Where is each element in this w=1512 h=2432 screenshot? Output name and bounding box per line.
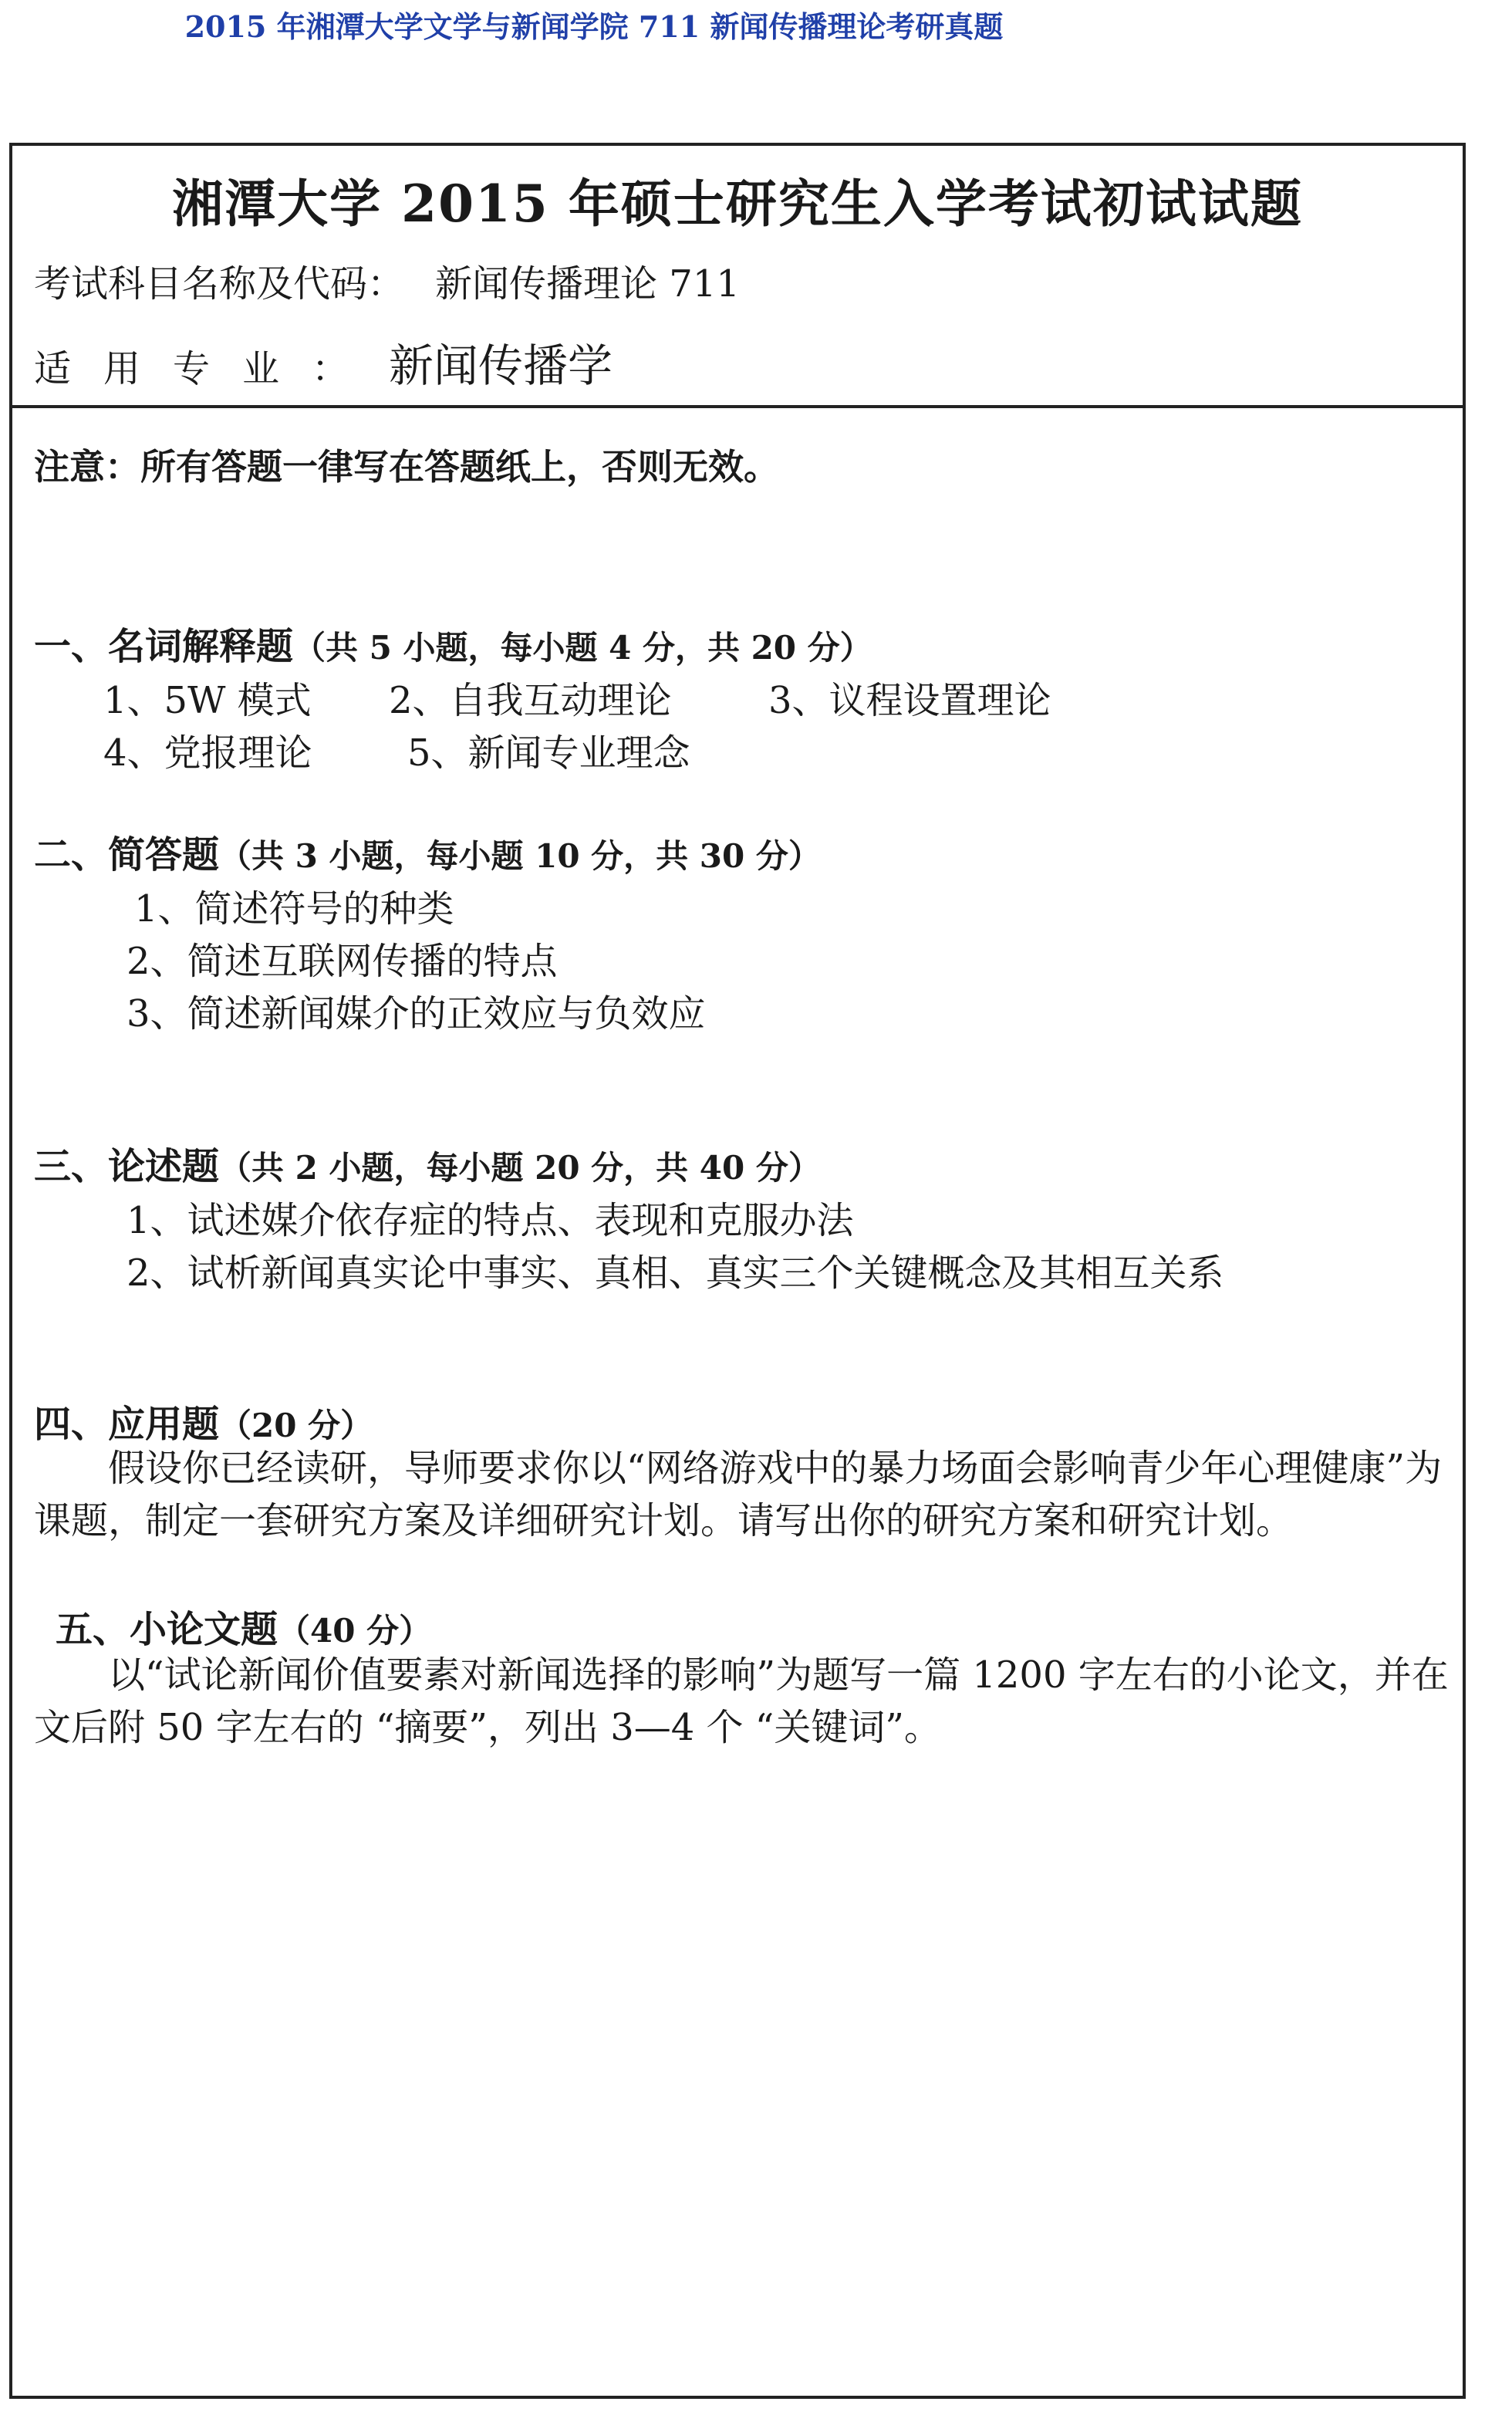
exam-notice: 注意：所有答题一律写在答题纸上，否则无效。	[34, 446, 779, 488]
major-value: 新闻传播学	[389, 339, 613, 392]
exam-paper	[9, 143, 1466, 2399]
section-title-terms	[34, 616, 872, 670]
section-heading: 三、论述题	[34, 1145, 220, 1188]
section-points: （20 分）	[219, 1407, 373, 1444]
exam-header	[12, 146, 1463, 408]
exam-title: 湘潭大学 2015 年硕士研究生入学考试初试试题	[172, 174, 1303, 234]
section-title-mini-thesis	[56, 1599, 431, 1653]
section-heading: 二、简答题	[34, 833, 220, 877]
mini-thesis-question-body: 以“试论新闻价值要素对新闻选择的影响”为题写一篇 1200 字左右的小论文，并在文后附 50 字左右的 “摘要”，列出 3—4 个 “关键词”。	[34, 1653, 1449, 1749]
question-item: 1、试述媒介依存症的特点、表现和克服办法	[127, 1199, 854, 1242]
section-points: （共 2 小题，每小题 20 分，共 40 分）	[219, 1149, 821, 1187]
question-item: 2、自我互动理论	[389, 679, 672, 722]
document-banner-title: 2015 年湘潭大学文学与新闻学院 711 新闻传播理论考研真题	[184, 9, 1004, 44]
section-title-application	[34, 1394, 373, 1447]
major-line	[34, 329, 613, 394]
question-item: 5、新闻专业理念	[407, 731, 690, 775]
question-item: 3、简述新闻媒介的正效应与负效应	[127, 992, 706, 1035]
question-item: 1、简述符号的种类	[134, 887, 454, 931]
section-points: （共 5 小题，每小题 4 分，共 20 分）	[293, 629, 872, 667]
question-item: 3、议程设置理论	[768, 679, 1051, 722]
section-heading: 四、应用题	[34, 1403, 220, 1446]
section-points: （共 3 小题，每小题 10 分，共 30 分）	[219, 837, 821, 875]
section-title-short-answer	[34, 825, 821, 878]
section-heading: 五、小论文题	[56, 1608, 278, 1651]
major-label: 适用专业：	[34, 347, 382, 390]
section-title-essay	[34, 1137, 821, 1190]
question-item: 2、简述互联网传播的特点	[127, 940, 558, 983]
application-question-body: 假设你已经读研，导师要求你以“网络游戏中的暴力场面会影响青少年心理健康”为课题，制定一套研究方案及详细研究计划。请写出你的研究方案和研究计划。	[34, 1447, 1443, 1542]
subject-line	[34, 254, 740, 307]
question-item: 4、党报理论	[103, 731, 312, 775]
subject-value: 新闻传播理论 711	[435, 262, 740, 306]
section-points: （40 分）	[278, 1612, 432, 1650]
question-item: 2、试析新闻真实论中事实、真相、真实三个关键概念及其相互关系	[127, 1251, 1224, 1295]
question-item: 1、5W 模式	[103, 679, 312, 722]
section-heading: 一、名词解释题	[34, 625, 294, 668]
subject-label: 考试科目名称及代码：	[34, 262, 405, 306]
